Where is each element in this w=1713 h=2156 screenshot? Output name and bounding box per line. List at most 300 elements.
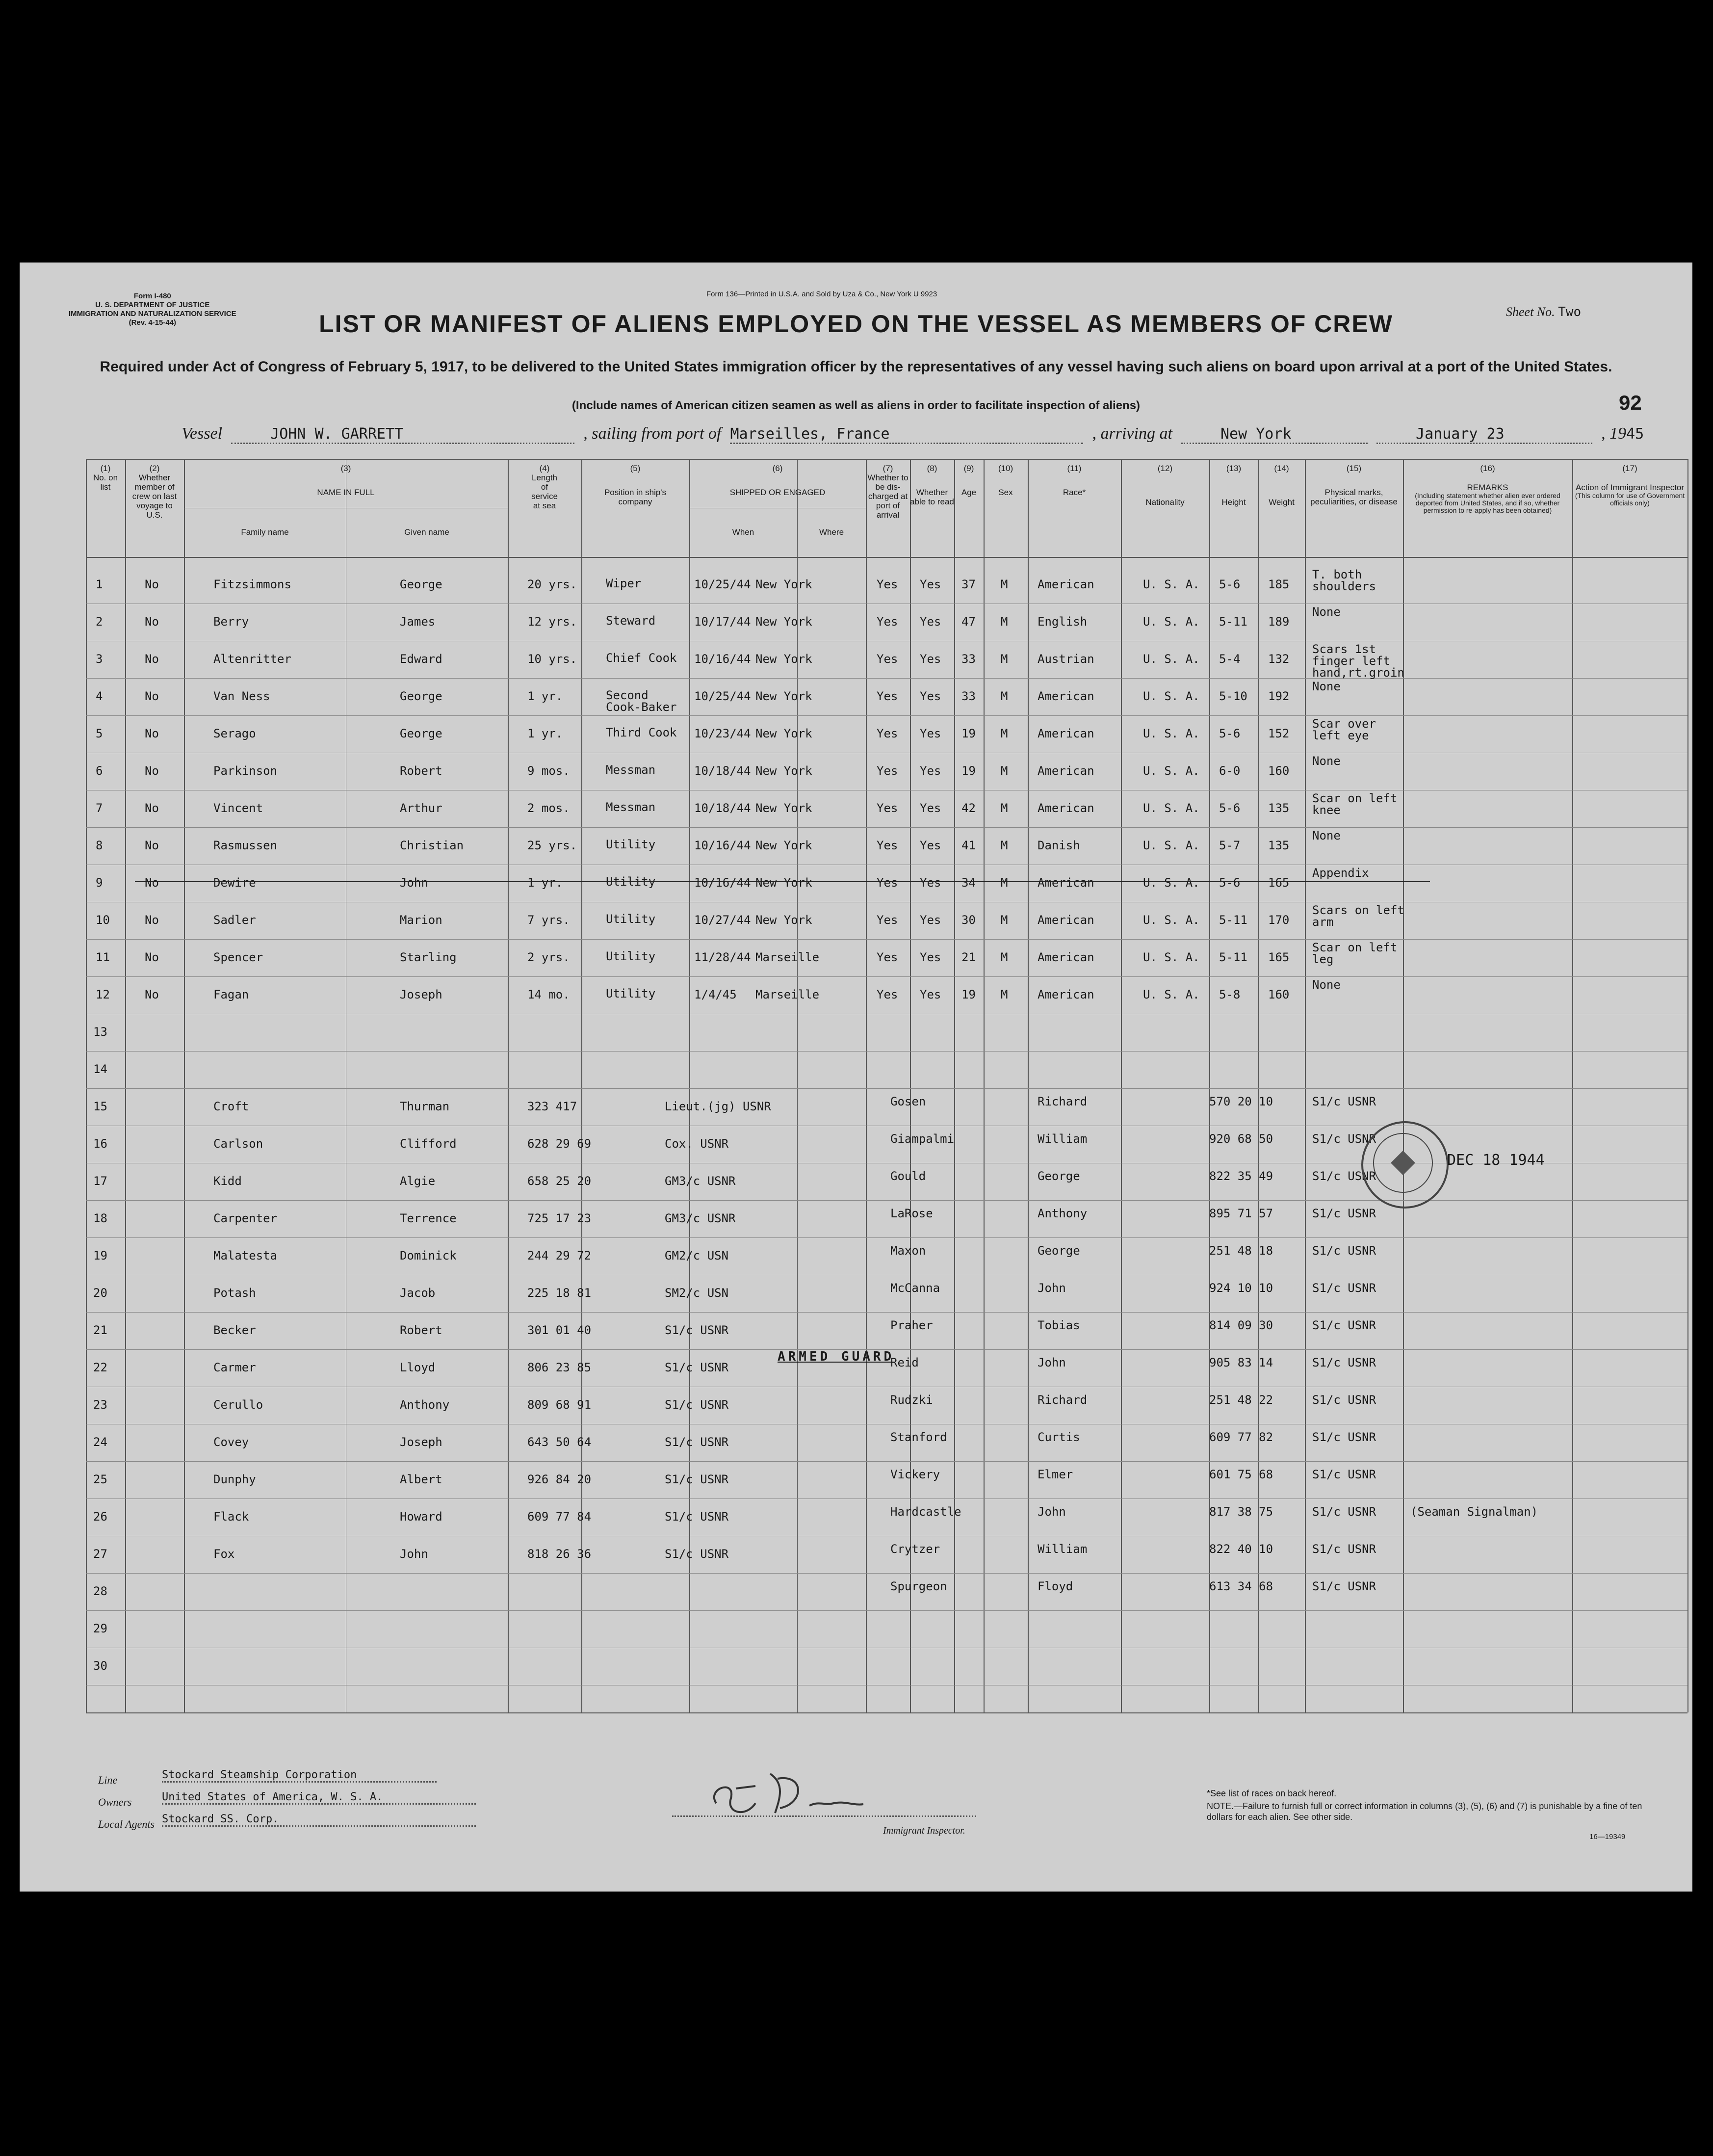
departure-port: Marseilles, France bbox=[730, 425, 1083, 444]
guard-serial: 806 23 85 bbox=[527, 1361, 592, 1374]
col-header-4: (4) Length of service at sea bbox=[531, 464, 558, 510]
race: American bbox=[1038, 689, 1094, 703]
able-to-read: Yes bbox=[920, 876, 941, 890]
race: American bbox=[1038, 950, 1094, 964]
physical-marks: None bbox=[1312, 754, 1341, 768]
guard-serial: 609 77 84 bbox=[527, 1510, 592, 1524]
guard-given-name: Clifford bbox=[400, 1137, 457, 1151]
revision: (Rev. 4-15-44) bbox=[129, 318, 177, 327]
sex: M bbox=[1001, 988, 1008, 1001]
guard-given-name: Robert bbox=[400, 1323, 442, 1337]
given-name: George bbox=[400, 578, 442, 591]
row-number: 24 bbox=[93, 1435, 107, 1449]
guard-rank: S1/c USNR bbox=[1312, 1244, 1376, 1258]
guard-rank: S1/c USNR bbox=[1312, 1542, 1376, 1556]
stamp-date: DEC 18 1944 bbox=[1447, 1152, 1545, 1169]
printer-info: Form 136—Printed in U.S.A. and Sold by Uza & Co., New York U 9923 bbox=[706, 290, 937, 298]
race: American bbox=[1038, 988, 1094, 1001]
guard-given-name: Algie bbox=[400, 1174, 436, 1188]
races-note: *See list of races on back hereof. bbox=[1207, 1788, 1337, 1798]
guard-given-name: John bbox=[1038, 1281, 1066, 1295]
guard-given-name: Elmer bbox=[1038, 1468, 1073, 1481]
guard-rank: Cox. USNR bbox=[665, 1137, 729, 1151]
row-number: 7 bbox=[96, 801, 103, 815]
guard-serial: 225 18 81 bbox=[527, 1286, 592, 1300]
last-voyage: No bbox=[145, 764, 159, 778]
shipped-when: 10/17/44 bbox=[694, 615, 751, 629]
discharged: Yes bbox=[877, 988, 898, 1001]
page-number: 92 bbox=[1619, 391, 1642, 414]
able-to-read: Yes bbox=[920, 950, 941, 964]
col-header-2: (2) Whether member of crew on last voyage to U.S. bbox=[132, 464, 177, 520]
height: 5-6 bbox=[1219, 876, 1241, 890]
discharged: Yes bbox=[877, 578, 898, 591]
form-number: Form I-480 bbox=[133, 292, 171, 300]
guard-family-name: Gould bbox=[890, 1169, 926, 1183]
discharged: Yes bbox=[877, 689, 898, 703]
guard-family-name: Gosen bbox=[890, 1095, 926, 1108]
shipped-when: 1/4/45 bbox=[694, 988, 737, 1001]
weight: 170 bbox=[1268, 913, 1290, 927]
guard-rank: S1/c USNR bbox=[665, 1435, 729, 1449]
discharged: Yes bbox=[877, 652, 898, 666]
col-header-10: (10) Sex bbox=[998, 464, 1013, 497]
guard-family-name: Crytzer bbox=[890, 1542, 940, 1556]
discharged: Yes bbox=[877, 615, 898, 629]
row-number: 1 bbox=[96, 578, 103, 591]
discharged: Yes bbox=[877, 764, 898, 778]
row-number: 26 bbox=[93, 1510, 107, 1524]
given-name: George bbox=[400, 689, 442, 703]
race: American bbox=[1038, 727, 1094, 740]
given-name: Robert bbox=[400, 764, 442, 778]
nationality: U. S. A. bbox=[1143, 652, 1200, 666]
guard-serial: 817 38 75 bbox=[1209, 1505, 1273, 1519]
position: Utility bbox=[606, 912, 656, 926]
col-header-12: (12) Nationality bbox=[1145, 464, 1185, 507]
col-header-15: (15) Physical marks, peculiarities, or disease bbox=[1310, 464, 1398, 506]
sex: M bbox=[1001, 727, 1008, 740]
age: 30 bbox=[961, 913, 976, 927]
row-number: 13 bbox=[93, 1025, 107, 1039]
service-length: 10 yrs. bbox=[527, 652, 577, 666]
guard-family-name: Covey bbox=[213, 1435, 249, 1449]
height: 5-11 bbox=[1219, 913, 1247, 927]
col-header-6: (6) SHIPPED OR ENGAGED bbox=[729, 464, 826, 497]
guard-serial: 613 34 68 bbox=[1209, 1579, 1273, 1593]
guard-serial: 601 75 68 bbox=[1209, 1468, 1273, 1481]
col-header-3: (3) NAME IN FULL bbox=[317, 464, 375, 497]
guard-rank: S1/c USNR bbox=[665, 1361, 729, 1374]
given-name: Arthur bbox=[400, 801, 442, 815]
nationality: U. S. A. bbox=[1143, 839, 1200, 852]
age: 19 bbox=[961, 764, 976, 778]
col-header-when: When bbox=[732, 527, 754, 537]
sex: M bbox=[1001, 689, 1008, 703]
include-note: (Include names of American citizen seamen as well as aliens in order to facilitate inspection of aliens) bbox=[571, 399, 1141, 412]
agents-label: Local Agents bbox=[98, 1818, 155, 1830]
row-number: 17 bbox=[93, 1174, 107, 1188]
shipped-when: 10/18/44 bbox=[694, 764, 751, 778]
family-name: Fitzsimmons bbox=[213, 578, 291, 591]
weight: 160 bbox=[1268, 988, 1290, 1001]
service-length: 1 yr. bbox=[527, 689, 563, 703]
discharged: Yes bbox=[877, 839, 898, 852]
sex: M bbox=[1001, 652, 1008, 666]
year-label: , 19 bbox=[1601, 424, 1627, 443]
footer-note: NOTE.—Failure to furnish full or correct information in columns (3), (5), (6) and (7) is punishable by a fine of ten dollars for each alien. See other side. bbox=[1207, 1801, 1642, 1822]
height: 5-4 bbox=[1219, 652, 1241, 666]
given-name: Edward bbox=[400, 652, 442, 666]
guard-family-name: Spurgeon bbox=[890, 1579, 947, 1593]
guard-given-name: George bbox=[1038, 1244, 1080, 1258]
last-voyage: No bbox=[145, 615, 159, 629]
guard-serial: 609 77 82 bbox=[1209, 1430, 1273, 1444]
able-to-read: Yes bbox=[920, 615, 941, 629]
position: Utility bbox=[606, 987, 656, 1000]
guard-family-name: Carlson bbox=[213, 1137, 263, 1151]
given-name: Joseph bbox=[400, 988, 442, 1001]
age: 41 bbox=[961, 839, 976, 852]
weight: 165 bbox=[1268, 950, 1290, 964]
age: 19 bbox=[961, 988, 976, 1001]
shipped-where: New York bbox=[755, 652, 812, 666]
guard-remark: (Seaman Signalman) bbox=[1410, 1505, 1538, 1519]
height: 5-6 bbox=[1219, 578, 1241, 591]
armed-guard-title: ARMED GUARD bbox=[778, 1349, 895, 1364]
guard-rank: S1/c USNR bbox=[665, 1398, 729, 1412]
col-header-5: (5) Position in ship's company bbox=[604, 464, 667, 506]
family-name: Dewire bbox=[213, 876, 256, 890]
nationality: U. S. A. bbox=[1143, 578, 1200, 591]
physical-marks: Scars on left arm bbox=[1312, 903, 1404, 929]
service-length: 9 mos. bbox=[527, 764, 570, 778]
guard-family-name: Carpenter bbox=[213, 1211, 278, 1225]
shipped-where: New York bbox=[755, 801, 812, 815]
family-name: Fagan bbox=[213, 988, 249, 1001]
height: 5-6 bbox=[1219, 801, 1241, 815]
line-value: Stockard Steamship Corporation bbox=[162, 1769, 437, 1783]
guard-rank: S1/c USNR bbox=[1312, 1505, 1376, 1519]
manifest-page bbox=[20, 263, 1692, 1892]
guard-rank: S1/c USNR bbox=[665, 1510, 729, 1524]
guard-serial: 814 09 30 bbox=[1209, 1318, 1273, 1332]
discharged: Yes bbox=[877, 727, 898, 740]
guard-given-name: Thurman bbox=[400, 1100, 450, 1113]
guard-serial: 301 01 40 bbox=[527, 1323, 592, 1337]
weight: 185 bbox=[1268, 578, 1290, 591]
able-to-read: Yes bbox=[920, 801, 941, 815]
height: 5-10 bbox=[1219, 689, 1247, 703]
guard-given-name: John bbox=[400, 1547, 428, 1561]
sex: M bbox=[1001, 950, 1008, 964]
row-number: 18 bbox=[93, 1211, 107, 1225]
guard-family-name: Cerullo bbox=[213, 1398, 263, 1412]
guard-rank: S1/c USNR bbox=[1312, 1579, 1376, 1593]
family-name: Berry bbox=[213, 615, 249, 629]
guard-given-name: Joseph bbox=[400, 1435, 442, 1449]
guard-serial: 628 29 69 bbox=[527, 1137, 592, 1151]
able-to-read: Yes bbox=[920, 913, 941, 927]
arriving-label: , arriving at bbox=[1092, 424, 1172, 443]
guard-given-name: Terrence bbox=[400, 1211, 457, 1225]
col-header-9: (9) Age bbox=[961, 464, 977, 497]
guard-rank: GM3/c USNR bbox=[665, 1211, 736, 1225]
row-number: 20 bbox=[93, 1286, 107, 1300]
guard-given-name: Floyd bbox=[1038, 1579, 1073, 1593]
guard-given-name: Dominick bbox=[400, 1249, 457, 1262]
shipped-when: 10/23/44 bbox=[694, 727, 751, 740]
guard-rank: S1/c USNR bbox=[1312, 1207, 1376, 1220]
position: Chief Cook bbox=[606, 651, 677, 665]
guard-rank: S1/c USNR bbox=[1312, 1169, 1376, 1183]
family-name: Altenritter bbox=[213, 652, 291, 666]
last-voyage: No bbox=[145, 839, 159, 852]
nationality: U. S. A. bbox=[1143, 615, 1200, 629]
guard-serial: 643 50 64 bbox=[527, 1435, 592, 1449]
last-voyage: No bbox=[145, 988, 159, 1001]
row-number: 22 bbox=[93, 1361, 107, 1374]
race: Austrian bbox=[1038, 652, 1094, 666]
guard-family-name: Hardcastle bbox=[890, 1505, 961, 1519]
race: American bbox=[1038, 876, 1094, 890]
form-code: 16—19349 bbox=[1589, 1833, 1626, 1841]
height: 5-8 bbox=[1219, 988, 1241, 1001]
guard-given-name: Albert bbox=[400, 1472, 442, 1486]
row-number: 2 bbox=[96, 615, 103, 629]
shipped-when: 10/16/44 bbox=[694, 839, 751, 852]
race: American bbox=[1038, 913, 1094, 927]
last-voyage: No bbox=[145, 652, 159, 666]
age: 34 bbox=[961, 876, 976, 890]
row-number: 12 bbox=[96, 988, 110, 1001]
weight: 165 bbox=[1268, 876, 1290, 890]
shipped-where: Marseille bbox=[755, 988, 820, 1001]
age: 37 bbox=[961, 578, 976, 591]
sex: M bbox=[1001, 764, 1008, 778]
physical-marks: None bbox=[1312, 680, 1341, 693]
guard-serial: 926 84 20 bbox=[527, 1472, 592, 1486]
given-name: Marion bbox=[400, 913, 442, 927]
physical-marks: Scar on left leg bbox=[1312, 941, 1398, 966]
guard-given-name: Anthony bbox=[1038, 1207, 1088, 1220]
row-number: 10 bbox=[96, 913, 110, 927]
guard-family-name: Stanford bbox=[890, 1430, 947, 1444]
nationality: U. S. A. bbox=[1143, 689, 1200, 703]
col-header-14: (14) Weight bbox=[1269, 464, 1295, 507]
guard-rank: S1/c USNR bbox=[1312, 1393, 1376, 1407]
guard-rank: S1/c USNR bbox=[665, 1323, 729, 1337]
weight: 192 bbox=[1268, 689, 1290, 703]
family-name: Rasmussen bbox=[213, 839, 278, 852]
guard-serial: 822 35 49 bbox=[1209, 1169, 1273, 1183]
arrival-port: New York bbox=[1181, 425, 1368, 444]
guard-serial: 895 71 57 bbox=[1209, 1207, 1273, 1220]
nationality: U. S. A. bbox=[1143, 876, 1200, 890]
row-number: 6 bbox=[96, 764, 103, 778]
shipped-where: New York bbox=[755, 689, 812, 703]
guard-serial: 658 25 20 bbox=[527, 1174, 592, 1188]
manifest-table bbox=[86, 459, 1687, 1712]
guard-rank: S1/c USNR bbox=[1312, 1430, 1376, 1444]
guard-serial: 725 17 23 bbox=[527, 1211, 592, 1225]
physical-marks: None bbox=[1312, 978, 1341, 992]
nationality: U. S. A. bbox=[1143, 950, 1200, 964]
family-name: Parkinson bbox=[213, 764, 278, 778]
row-number: 4 bbox=[96, 689, 103, 703]
sex: M bbox=[1001, 801, 1008, 815]
service-length: 1 yr. bbox=[527, 727, 563, 740]
last-voyage: No bbox=[145, 727, 159, 740]
able-to-read: Yes bbox=[920, 764, 941, 778]
guard-serial: 905 83 14 bbox=[1209, 1356, 1273, 1369]
position: Steward bbox=[606, 614, 656, 628]
guard-given-name: Howard bbox=[400, 1510, 442, 1524]
guard-given-name: Tobias bbox=[1038, 1318, 1080, 1332]
guard-given-name: Curtis bbox=[1038, 1430, 1080, 1444]
discharged: Yes bbox=[877, 876, 898, 890]
guard-given-name: Anthony bbox=[400, 1398, 450, 1412]
position: Second Cook-Baker bbox=[606, 688, 677, 714]
physical-marks: Scars 1st finger left hand,rt.groin bbox=[1312, 642, 1404, 680]
guard-family-name: Giampalmi bbox=[890, 1132, 955, 1146]
guard-rank: S1/c USNR bbox=[1312, 1281, 1376, 1295]
position: Wiper bbox=[606, 577, 642, 590]
service-length: 12 yrs. bbox=[527, 615, 577, 629]
col-header-8: (8) Whether able to read bbox=[910, 464, 954, 506]
row-number: 28 bbox=[93, 1584, 107, 1598]
given-name: Christian bbox=[400, 839, 464, 852]
guard-family-name: Fox bbox=[213, 1547, 235, 1561]
physical-marks: None bbox=[1312, 829, 1341, 842]
guard-family-name: Praher bbox=[890, 1318, 933, 1332]
guard-serial: 570 20 10 bbox=[1209, 1095, 1273, 1108]
guard-given-name: John bbox=[1038, 1356, 1066, 1369]
weight: 132 bbox=[1268, 652, 1290, 666]
given-name: Starling bbox=[400, 950, 457, 964]
height: 5-6 bbox=[1219, 727, 1241, 740]
guard-family-name: Becker bbox=[213, 1323, 256, 1337]
physical-marks: Scar on left knee bbox=[1312, 791, 1398, 817]
position: Third Cook bbox=[606, 726, 677, 739]
able-to-read: Yes bbox=[920, 988, 941, 1001]
family-name: Van Ness bbox=[213, 689, 270, 703]
vessel-line bbox=[182, 424, 1644, 444]
guard-given-name: George bbox=[1038, 1169, 1080, 1183]
position: Utility bbox=[606, 838, 656, 851]
guard-given-name: Richard bbox=[1038, 1095, 1088, 1108]
agents-value: Stockard SS. Corp. bbox=[162, 1813, 476, 1827]
guard-rank: S1/c USNR bbox=[1312, 1468, 1376, 1481]
height: 5-7 bbox=[1219, 839, 1241, 852]
physical-marks: Appendix bbox=[1312, 866, 1369, 880]
weight: 135 bbox=[1268, 839, 1290, 852]
col-header-16: (16) REMARKS (Including statement whether alien ever ordered deported from United States, and if so, whether permission to re-apply has been obtained) bbox=[1415, 464, 1560, 514]
height: 5-11 bbox=[1219, 615, 1247, 629]
family-name: Vincent bbox=[213, 801, 263, 815]
guard-serial: 323 417 bbox=[527, 1100, 577, 1113]
race: American bbox=[1038, 578, 1094, 591]
line-label: Line bbox=[98, 1774, 118, 1786]
guard-family-name: Kidd bbox=[213, 1174, 242, 1188]
row-number: 30 bbox=[93, 1659, 107, 1673]
vessel-name: JOHN W. GARRETT bbox=[231, 425, 574, 444]
guard-given-name: William bbox=[1038, 1132, 1088, 1146]
row-number: 3 bbox=[96, 652, 103, 666]
able-to-read: Yes bbox=[920, 652, 941, 666]
service-length: 7 yrs. bbox=[527, 913, 570, 927]
guard-family-name: LaRose bbox=[890, 1207, 933, 1220]
guard-family-name: McCanna bbox=[890, 1281, 940, 1295]
last-voyage: No bbox=[145, 876, 159, 890]
last-voyage: No bbox=[145, 913, 159, 927]
shipped-when: 10/25/44 bbox=[694, 689, 751, 703]
age: 33 bbox=[961, 652, 976, 666]
row-number: 29 bbox=[93, 1622, 107, 1635]
col-header-given: Given name bbox=[404, 527, 449, 537]
guard-serial: 924 10 10 bbox=[1209, 1281, 1273, 1295]
service-length: 2 yrs. bbox=[527, 950, 570, 964]
nationality: U. S. A. bbox=[1143, 727, 1200, 740]
sex: M bbox=[1001, 913, 1008, 927]
shipped-when: 10/18/44 bbox=[694, 801, 751, 815]
guard-family-name: Carmer bbox=[213, 1361, 256, 1374]
owners-value: United States of America, W. S. A. bbox=[162, 1791, 476, 1805]
physical-marks: None bbox=[1312, 605, 1341, 619]
guard-rank: S1/c USNR bbox=[1312, 1095, 1376, 1108]
race: English bbox=[1038, 615, 1088, 629]
shipped-where: Marseille bbox=[755, 950, 820, 964]
last-voyage: No bbox=[145, 578, 159, 591]
nationality: U. S. A. bbox=[1143, 988, 1200, 1001]
col-header-7: (7) Whether to be dis-charged at port of arrival bbox=[867, 464, 908, 520]
last-voyage: No bbox=[145, 689, 159, 703]
col-header-1: (1) No. on list bbox=[93, 464, 118, 492]
weight: 152 bbox=[1268, 727, 1290, 740]
given-name: John bbox=[400, 876, 428, 890]
family-name: Serago bbox=[213, 727, 256, 740]
position: Utility bbox=[606, 949, 656, 963]
weight: 189 bbox=[1268, 615, 1290, 629]
service-length: 2 mos. bbox=[527, 801, 570, 815]
nationality: U. S. A. bbox=[1143, 801, 1200, 815]
col-header-17: (17) Action of Immigrant Inspector (This column for use of Government officials only) bbox=[1575, 464, 1685, 507]
shipped-where: New York bbox=[755, 839, 812, 852]
sex: M bbox=[1001, 876, 1008, 890]
guard-rank: SM2/c USN bbox=[665, 1286, 729, 1300]
age: 21 bbox=[961, 950, 976, 964]
sex: M bbox=[1001, 615, 1008, 629]
vessel-label: Vessel bbox=[182, 424, 223, 443]
guard-given-name: Jacob bbox=[400, 1286, 436, 1300]
weight: 135 bbox=[1268, 801, 1290, 815]
guard-serial: 244 29 72 bbox=[527, 1249, 592, 1262]
col-header-11: (11) Race* bbox=[1063, 464, 1086, 497]
guard-family-name: Dunphy bbox=[213, 1472, 256, 1486]
able-to-read: Yes bbox=[920, 727, 941, 740]
age: 19 bbox=[961, 727, 976, 740]
weight: 160 bbox=[1268, 764, 1290, 778]
able-to-read: Yes bbox=[920, 689, 941, 703]
guard-rank: S1/c USNR bbox=[1312, 1132, 1376, 1146]
guard-serial: 251 48 18 bbox=[1209, 1244, 1273, 1258]
guard-given-name: John bbox=[1038, 1505, 1066, 1519]
department: U. S. DEPARTMENT OF JUSTICE bbox=[95, 301, 210, 309]
sailing-label: , sailing from port of bbox=[583, 424, 722, 443]
service-name: IMMIGRATION AND NATURALIZATION SERVICE bbox=[69, 310, 236, 318]
sex: M bbox=[1001, 578, 1008, 591]
nationality: U. S. A. bbox=[1143, 913, 1200, 927]
